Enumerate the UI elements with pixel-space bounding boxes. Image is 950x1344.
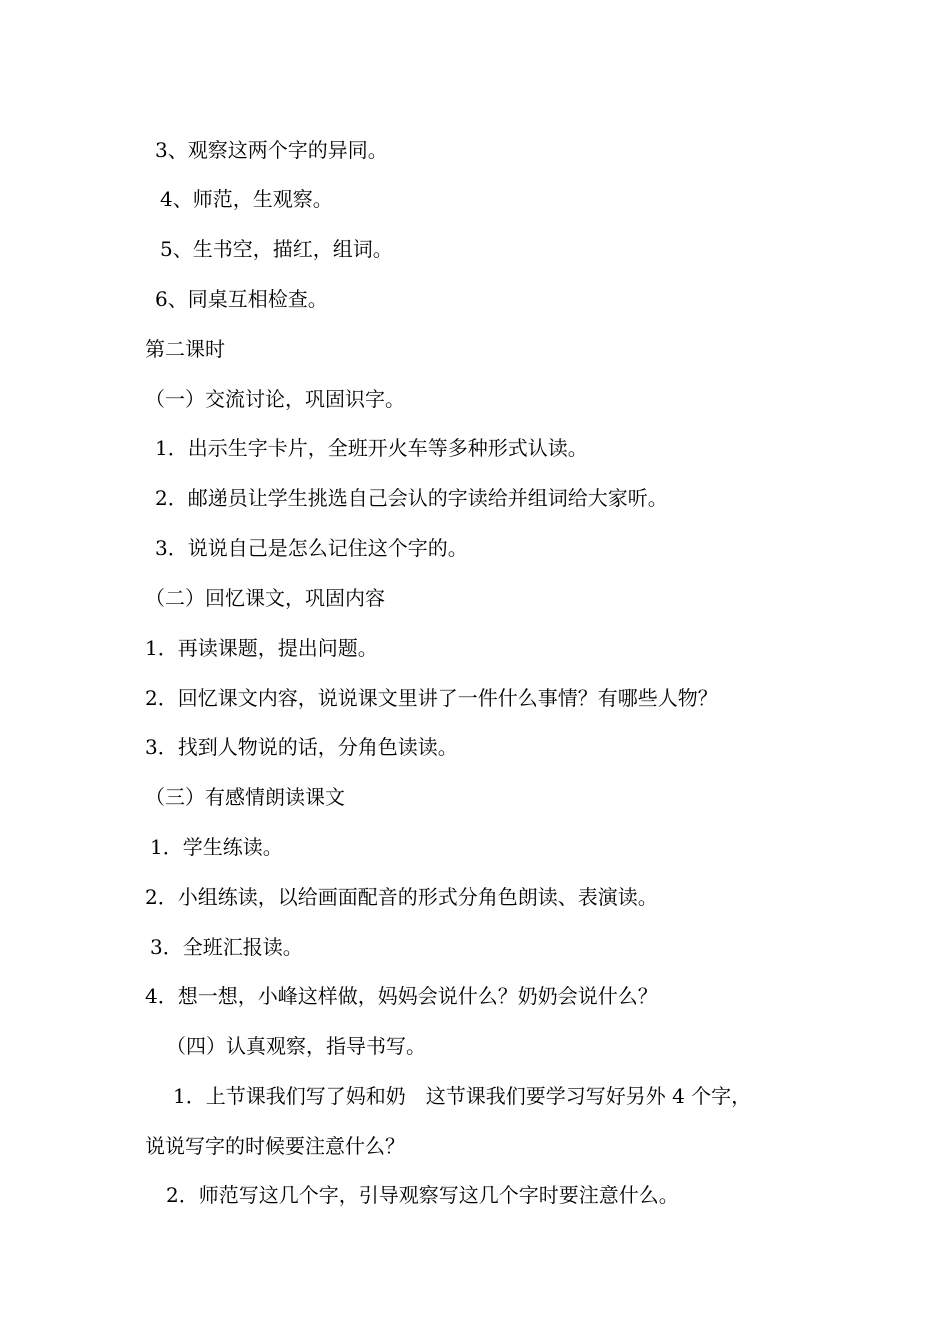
text-line-11: 1．再读课题，提出问题。 [145,636,378,660]
text-line-14: （三）有感情朗读课文 [145,785,345,809]
text-line-1: 3、观察这两个字的异同。 [155,138,388,162]
text-line-2: 4、师范，生观察。 [160,187,333,211]
text-line-15: 1．学生练读。 [150,835,283,859]
text-line-22: 2．师范写这几个字，引导观察写这几个字时要注意什么。 [166,1183,679,1207]
text-line-9: 3．说说自己是怎么记住这个字的。 [155,536,468,560]
text-line-12: 2．回忆课文内容，说说课文里讲了一件什么事情？有哪些人物？ [145,686,718,710]
text-line-6: （一）交流讨论，巩固识字。 [145,387,405,411]
text-line-4: 6、同桌互相检查。 [155,287,328,311]
text-line-3: 5、生书空，描红，组词。 [160,237,393,261]
text-line-19: （四）认真观察，指导书写。 [166,1034,426,1058]
text-line-13: 3．找到人物说的话，分角色读读。 [145,735,458,759]
text-line-17: 3．全班汇报读。 [150,935,303,959]
text-line-7: 1．出示生字卡片，全班开火车等多种形式认读。 [155,436,588,460]
text-line-16: 2．小组练读，以给画面配音的形式分角色朗读、表演读。 [145,885,658,909]
text-line-10: （二）回忆课文，巩固内容 [145,586,385,610]
text-line-20: 1．上节课我们写了妈和奶 这节课我们要学习写好另外 4 个字， [173,1084,752,1108]
section-heading-second-lesson: 第二课时 [145,337,225,361]
text-line-18: 4．想一想，小峰这样做，妈妈会说什么？奶奶会说什么？ [145,984,658,1008]
text-line-21: 说说写字的时候要注意什么？ [145,1134,405,1158]
text-line-8: 2．邮递员让学生挑选自己会认的字读给并组词给大家听。 [155,486,668,510]
